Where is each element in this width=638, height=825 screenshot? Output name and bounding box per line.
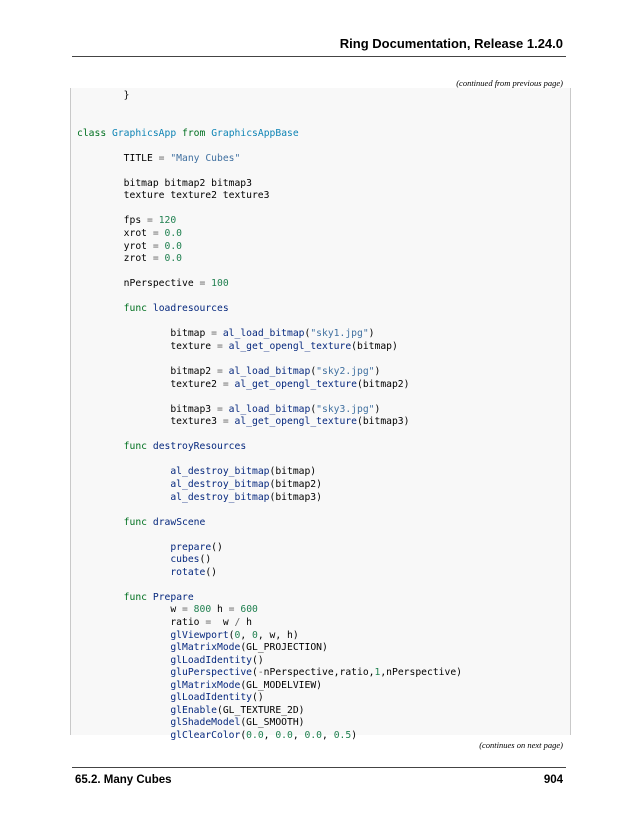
code-line <box>77 366 462 379</box>
code-line <box>77 554 462 567</box>
code-token: 0.0 <box>275 729 293 741</box>
code-token <box>77 479 170 490</box>
code-line <box>77 466 462 479</box>
code-line <box>77 454 462 467</box>
code-token: h <box>211 604 229 616</box>
code-token: () <box>199 554 212 566</box>
code-token: func <box>123 591 148 603</box>
code-line <box>77 642 462 655</box>
code-token: , <box>263 729 276 741</box>
code-token: drawScene <box>152 516 206 528</box>
code-token: () <box>251 692 264 704</box>
code-token: ( <box>310 403 317 415</box>
code-token: al_get_opengl_texture <box>228 340 352 352</box>
code-token: bitmap <box>77 328 212 340</box>
code-token: GraphicsApp <box>112 127 177 139</box>
code-token: , w, h) <box>257 629 299 641</box>
code-token: yrot <box>77 240 153 252</box>
code-token: ratio <box>77 616 206 628</box>
footer-section-title: 65.2. Many Cubes <box>75 774 172 786</box>
code-token: from <box>182 127 206 139</box>
code-token <box>77 642 170 653</box>
code-line <box>77 579 462 592</box>
code-token: (bitmap3) <box>269 491 322 503</box>
code-token: (GL_SMOOTH) <box>240 717 305 729</box>
code-line <box>77 278 462 291</box>
code-token <box>77 492 170 503</box>
code-token: h <box>240 616 253 628</box>
code-token <box>77 303 124 314</box>
continues-on-note: (continues on next page) <box>479 740 563 750</box>
code-line <box>77 667 462 680</box>
code-block <box>70 88 571 741</box>
code-token: "sky1.jpg" <box>310 328 369 340</box>
code-token: glViewport <box>170 629 229 641</box>
code-token: nPerspective,ratio, <box>263 667 375 679</box>
code-token: texture2 <box>77 378 223 390</box>
code-token: = <box>216 340 223 352</box>
code-token: 800 <box>193 604 212 616</box>
code-line <box>77 492 462 505</box>
code-token: xrot <box>77 228 153 240</box>
code-line <box>77 353 462 366</box>
code-token: = <box>152 240 159 252</box>
code-token: cubes <box>170 554 200 566</box>
code-line <box>77 165 462 178</box>
code-line <box>77 416 462 429</box>
code-line <box>77 215 462 228</box>
code-line <box>77 140 462 153</box>
code-token: = <box>222 378 229 390</box>
code-token: (bitmap2) <box>356 378 410 390</box>
code-token <box>77 730 170 741</box>
code-token <box>77 441 124 452</box>
code-token: / <box>234 616 241 628</box>
code-token: bitmap3 <box>77 403 217 415</box>
code-token: al_destroy_bitmap <box>170 491 270 503</box>
code-token: () <box>251 654 264 666</box>
code-token: glLoadIdentity <box>170 692 252 704</box>
code-line <box>77 504 462 517</box>
code-token: func <box>123 303 148 315</box>
continued-from-note: (continued from previous page) <box>456 78 563 88</box>
code-token: Prepare <box>152 591 194 603</box>
code-line <box>77 441 462 454</box>
code-token: = <box>181 604 188 616</box>
footer-page-number: 904 <box>543 774 563 786</box>
code-line <box>77 128 462 141</box>
code-line <box>77 103 462 116</box>
code-token: 0.0 <box>164 253 183 265</box>
code-line <box>77 730 462 743</box>
code-token: w <box>77 604 182 616</box>
code-token: class <box>77 127 107 139</box>
code-token: texture3 <box>77 416 223 428</box>
code-token: 0.0 <box>304 729 323 741</box>
code-token: = <box>147 215 153 227</box>
code-token: texture <box>77 340 217 352</box>
code-token: 100 <box>211 278 229 290</box>
code-token: = <box>222 416 229 428</box>
code-token: ( <box>310 366 317 378</box>
code-token: TITLE <box>77 152 159 164</box>
code-line <box>77 153 462 166</box>
code-token: ( <box>251 667 258 679</box>
code-token: (GL_PROJECTION) <box>240 642 328 654</box>
code-token: = <box>199 278 206 290</box>
code-token: al_get_opengl_texture <box>234 378 357 390</box>
code-line <box>77 266 462 279</box>
code-token: 0.0 <box>164 240 183 252</box>
code-token: fps <box>77 215 147 227</box>
code-token: al_load_bitmap <box>228 403 311 415</box>
code-token: = <box>158 152 165 164</box>
code-token <box>77 717 170 728</box>
code-token: "Many Cubes" <box>170 152 241 164</box>
header-divider <box>72 56 566 57</box>
code-token: destroyResources <box>152 441 247 453</box>
code-line <box>77 529 462 542</box>
code-token: , <box>292 729 305 741</box>
code-token: = <box>205 616 212 628</box>
code-token: 1 <box>374 667 381 679</box>
code-token: w <box>211 616 235 628</box>
code-token <box>77 630 170 641</box>
code-token: glEnable <box>170 704 217 716</box>
code-line <box>77 291 462 304</box>
code-token: 120 <box>158 215 177 227</box>
code-token: ) <box>351 729 358 741</box>
code-line <box>77 341 462 354</box>
code-token: 0.5 <box>333 729 352 741</box>
code-token: } <box>77 90 130 101</box>
code-token: 0 <box>252 629 258 641</box>
code-line <box>77 228 462 241</box>
code-token: GraphicsAppBase <box>211 127 299 139</box>
code-token: = <box>216 403 223 415</box>
code-token: 600 <box>240 604 258 616</box>
code-token: al_destroy_bitmap <box>170 466 270 478</box>
code-token: bitmap bitmap2 bitmap3 <box>77 177 252 189</box>
code-token: (bitmap) <box>351 340 398 352</box>
code-token: = <box>216 366 223 378</box>
code-token: (GL_MODELVIEW) <box>240 679 322 691</box>
code-listing <box>77 90 462 742</box>
code-line <box>77 303 462 316</box>
code-token: = <box>152 228 159 240</box>
code-token: zrot <box>77 253 153 265</box>
code-token <box>77 692 170 703</box>
code-line <box>77 567 462 580</box>
code-token: func <box>123 516 148 528</box>
code-token <box>77 705 170 716</box>
code-line <box>77 241 462 254</box>
code-token: al_load_bitmap <box>222 328 305 340</box>
code-token: - <box>257 667 264 679</box>
code-line <box>77 253 462 266</box>
code-line <box>77 542 462 555</box>
code-token: al_load_bitmap <box>228 366 311 378</box>
code-token: = <box>152 253 159 265</box>
code-line <box>77 680 462 693</box>
code-token: ) <box>368 328 375 340</box>
code-token: 0 <box>234 629 241 641</box>
code-token: glMatrixMode <box>170 642 241 654</box>
code-token: "sky3.jpg" <box>316 403 375 415</box>
code-token: rotate <box>170 566 206 578</box>
code-token: 0.0 <box>164 228 183 240</box>
code-token: glLoadIdentity <box>170 654 252 666</box>
code-token <box>77 680 170 691</box>
code-token: ( <box>240 729 247 741</box>
code-line <box>77 592 462 605</box>
code-line <box>77 115 462 128</box>
code-line <box>77 630 462 643</box>
code-line <box>77 404 462 417</box>
code-token: , <box>322 729 334 741</box>
code-line <box>77 717 462 730</box>
code-token: ) <box>374 403 381 415</box>
code-token <box>77 667 170 678</box>
code-token: "sky2.jpg" <box>316 366 375 378</box>
code-token: = <box>228 604 235 616</box>
code-token <box>77 592 124 603</box>
code-line <box>77 479 462 492</box>
code-token: glMatrixMode <box>170 679 241 691</box>
code-token: (bitmap2) <box>269 478 322 490</box>
code-line <box>77 705 462 718</box>
code-token <box>77 466 170 477</box>
code-token: nPerspective <box>77 278 200 290</box>
code-token: texture texture2 texture3 <box>77 190 270 202</box>
code-token: ( <box>304 328 311 340</box>
code-token: (bitmap) <box>269 466 317 478</box>
code-token: prepare <box>170 541 212 553</box>
code-line <box>77 203 462 216</box>
code-token: glClearColor <box>170 729 241 741</box>
code-token: = <box>211 328 217 340</box>
code-token: al_destroy_bitmap <box>170 478 270 490</box>
code-line <box>77 190 462 203</box>
code-token <box>77 567 170 578</box>
code-token: loadresources <box>152 303 229 315</box>
code-token: ) <box>374 366 381 378</box>
code-token: 0.0 <box>246 729 264 741</box>
code-line <box>77 391 462 404</box>
code-token: glShadeModel <box>170 717 241 729</box>
code-line <box>77 429 462 442</box>
code-token: () <box>205 566 217 578</box>
code-line <box>77 655 462 668</box>
code-line <box>77 517 462 530</box>
code-token: , <box>240 629 253 641</box>
code-token: func <box>123 441 148 453</box>
code-token <box>77 517 124 528</box>
code-token: (GL_TEXTURE_2D) <box>217 704 305 716</box>
code-line <box>77 692 462 705</box>
code-token: (bitmap3) <box>356 416 410 428</box>
footer-divider <box>72 767 566 768</box>
code-token <box>77 655 170 666</box>
code-token: () <box>211 541 223 553</box>
code-token: ( <box>228 629 235 641</box>
code-token <box>77 554 170 565</box>
code-token: bitmap2 <box>77 366 217 378</box>
code-line <box>77 316 462 329</box>
code-line <box>77 328 462 341</box>
page-header-title: Ring Documentation, Release 1.24.0 <box>339 36 563 51</box>
code-token: ,nPerspective) <box>380 667 462 679</box>
code-token: al_get_opengl_texture <box>234 416 357 428</box>
code-line <box>77 617 462 630</box>
code-line <box>77 178 462 191</box>
code-line <box>77 604 462 617</box>
code-line <box>77 90 462 103</box>
code-token: gluPerspective <box>170 667 252 679</box>
code-line <box>77 379 462 392</box>
code-token <box>77 542 170 553</box>
